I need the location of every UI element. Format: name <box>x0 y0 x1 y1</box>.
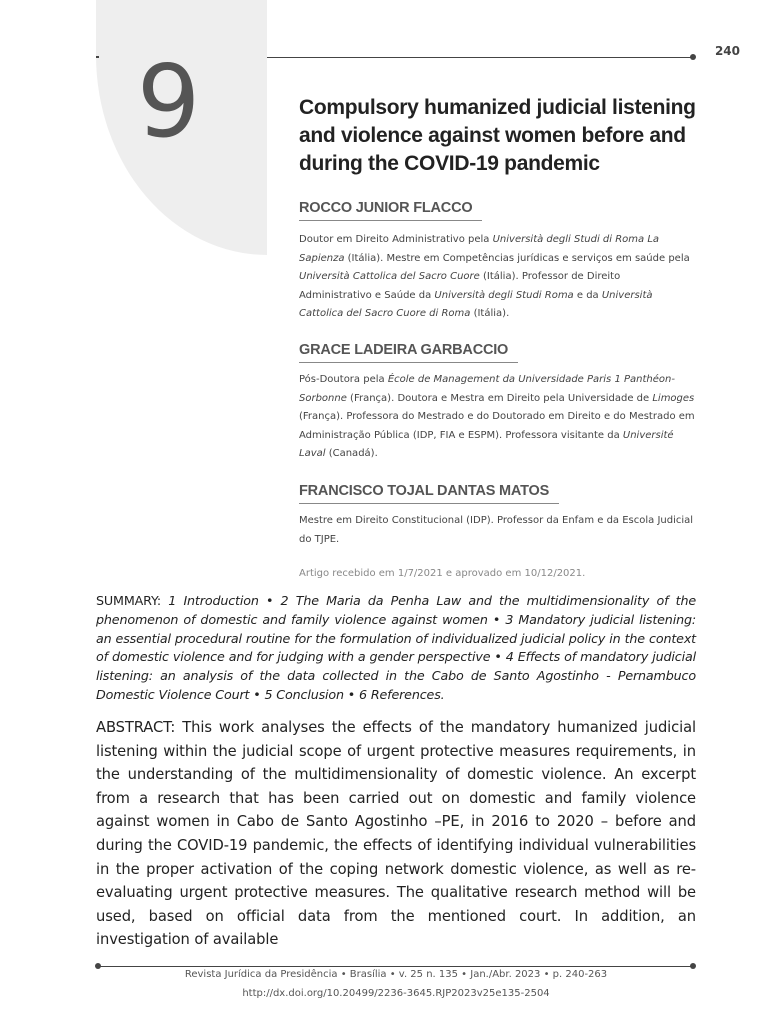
header-rule-start <box>96 56 99 58</box>
author-name-3: FRANCISCO TOJAL DANTAS MATOS <box>299 483 559 504</box>
footer-rule <box>98 966 692 967</box>
abstract: ABSTRACT: This work analyses the effects of the mandatory humanized judicial listening within the judicial scope of urgent protective measures requirements, in the understanding of the multidimensionality of domestic violence. An excerpt from a research that has been carried out on domestic and family violence against women in Cabo de Santo Agostinho –PE, in 2016 to 2020 – before and during the COVID-19 pandemic, the effects of identifying individual vulnerabilities in the proper activation of the coping network domestic violence, as well as re-evaluating urgent protective measures. The qualitative research method will be used, based on official data from the mentioned court. In addition, an investigation of available <box>96 719 696 949</box>
bio-segment: Université Laval <box>299 429 674 459</box>
summary-items: 1 Introduction • 2 The Maria da Penha Law and the multidimensionality of the phenomenon of domestic and family violence against women • 3 Mandatory judicial listening: an essential procedural routine for the formulation of individualized judicial policy in the context of domestic violence and for judging with a gender perspective • 4 Effects of mandatory judicial listening: an analysis of the data collected in the Cabo de Santo Agostinho - Pernambuco Domestic Violence Court • 5 Conclusion • 6 References. <box>96 593 697 702</box>
header-rule-dot <box>690 54 696 60</box>
footer-doi[interactable]: http://dx.doi.org/10.20499/2236-3645.RJP2023v25e135-2504 <box>242 988 550 999</box>
bio-segment: (Itália). Professor de Direito Administrativo e Saúde da <box>299 271 621 301</box>
bio-segment: (França). Doutora e Mestra em Direito pela Universidade de <box>346 392 653 404</box>
bio-segment: Università degli Studi di Roma La Sapienza <box>299 234 660 264</box>
page-number: 240 <box>714 44 740 58</box>
chapter-number: 9 <box>136 43 199 160</box>
bio-segment: Università degli Studi Roma <box>434 289 574 301</box>
header-rule <box>267 57 693 58</box>
bio-segment: (Itália). <box>470 308 510 319</box>
bio-segment: (Itália). Mestre em Competências jurídicas e serviços em saúde pela <box>344 252 690 264</box>
bio-segment: École de Management da Universidade Paris 1 Panthéon-Sorbonne <box>299 374 675 404</box>
received-date-note: Artigo recebido em 1/7/2021 e aprovado em 10/12/2021. <box>299 568 586 579</box>
bio-segment: Università Cattolica del Sacro Cuore <box>299 271 480 282</box>
bio-segment: Pós-Doutora pela <box>299 374 388 385</box>
author-bio-3 <box>299 512 696 549</box>
bio-segment: Limoges <box>652 392 695 404</box>
bio-segment: Università Cattolica del Sacro Cuore di Roma <box>299 289 653 319</box>
summary <box>96 592 696 705</box>
footer-citation: Revista Jurídica da Presidência • Brasília • v. 25 n. 135 • Jan./Abr. 2023 • p. 240-263 <box>184 969 608 980</box>
bio-segment: (França). Professora do Mestrado e do Doutorado em Direito e do Mestrado em Administração Pública (IDP, FIA e ESPM). Professora visitante da <box>299 411 695 441</box>
article-title: Compulsory humanized judicial listening and violence against women before and during the COVID-19 pandemic <box>299 96 696 175</box>
bio-segment: e da <box>573 289 602 301</box>
bio-segment: Doutor em Direito Administrativo pela <box>299 234 493 245</box>
bio-segment: Mestre em Direito Constitucional (IDP). Professor da Enfam e da Escola Judicial do TJPE. <box>299 515 694 545</box>
author-bio-2 <box>299 371 696 464</box>
bio-segment: (Canadá). <box>325 448 378 459</box>
author-name-1: ROCCO JUNIOR FLACCO <box>299 200 482 221</box>
author-name-2: GRACE LADEIRA GARBACCIO <box>299 342 518 363</box>
summary-label: SUMMARY: <box>96 593 169 608</box>
author-bio-1 <box>299 231 696 324</box>
